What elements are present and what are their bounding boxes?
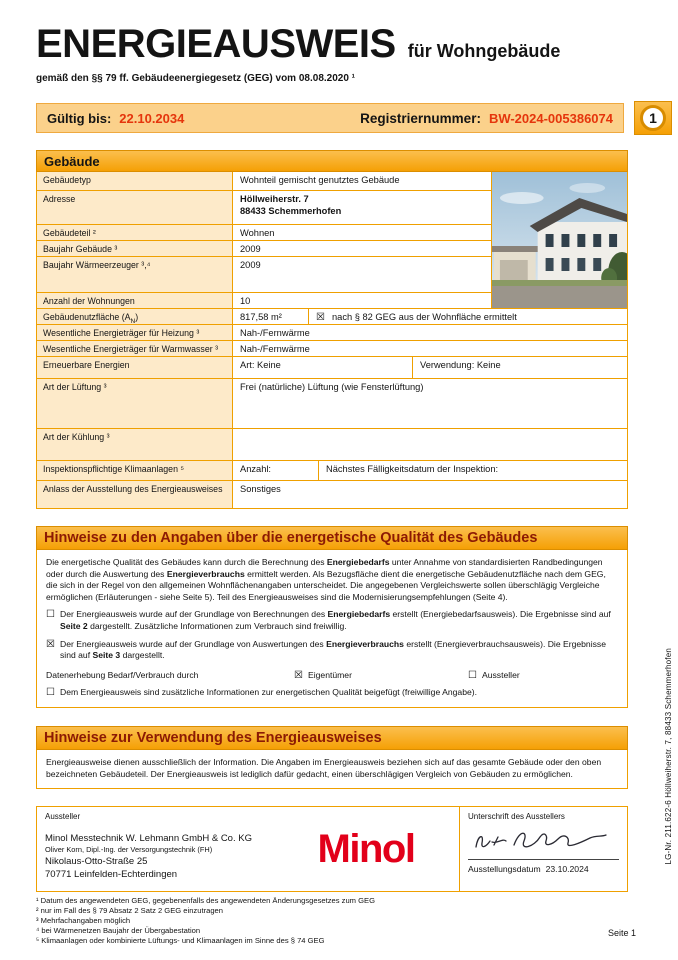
checkbox-item-text: Der Energieausweis wurde auf der Grundlage von Auswertungen des Energieverbrauchs erstellt (Energieverbrauchsausweis). Die Ergebnisse sind auf Seite 3 dargestellt. [60, 638, 606, 661]
data-collection-owner: Eigentümer [308, 669, 352, 680]
building-photo [491, 172, 627, 308]
checkbox-unchecked-icon: ☐ [46, 609, 55, 621]
checkbox-item-text: Der Energieausweis wurde auf der Grundlage von Berechnungen des Energiebedarfs erstellt (Energiebedarfsausweis). Die Ergebnisse sind auf Seite 2 dargestellt. Zusätzliche Informationen zum Verbrauch sind freiwillig. [60, 609, 611, 631]
footnote-3: ³ Mehrfachangaben möglich [36, 916, 131, 926]
row-art-der-lueftung [37, 378, 627, 428]
row-label: Anlass der Ausstellung des Energieausweises [37, 481, 233, 508]
row-label: Adresse [37, 191, 233, 224]
footnotes [36, 896, 596, 946]
law-reference: gemäß den §§ 79 ff. Gebäudeenergiegesetz (GEG) vom 08.08.2020 ¹ [36, 73, 356, 84]
title-row [36, 24, 628, 64]
row-energietraeger-heizung [37, 324, 627, 340]
row-value: 2009 [240, 260, 261, 270]
renewables-use: Verwendung: Keine [420, 360, 501, 370]
row-label: Wesentliche Energieträger für Heizung ³ [37, 325, 233, 340]
issuer-contact-person: Oliver Korn, Dipl.-Ing. der Versorgungstechnik (FH) [45, 845, 213, 854]
row-label: Gebäudetyp [37, 172, 233, 190]
issuer-street: Nikolaus-Otto-Straße 25 [45, 856, 148, 867]
row-value: Wohnteil gemischt genutztes Gebäude [240, 175, 400, 185]
checkbox-checked-icon: ☒ [46, 638, 55, 650]
issue-date-row [468, 864, 619, 874]
checkbox-checked-icon: ☒ [294, 669, 303, 681]
row-art-der-kuehlung [37, 428, 627, 460]
page-number: 1 [640, 105, 666, 131]
signature-scribble [468, 823, 618, 857]
registration-number: BW-2024-005386074 [488, 110, 613, 126]
valid-until-date: 22.10.2034 [119, 110, 185, 126]
data-collection-label: Datenerhebung Bedarf/Verbrauch durch [46, 669, 199, 680]
signature-area [459, 807, 627, 891]
row-value: 817,58 m² [233, 309, 309, 324]
footnote-1: ¹ Datum des angewendeten GEG, gegebenenfalls des angewendeten Änderungsgesetzes zum GEG [36, 896, 375, 905]
row-label: Art der Lüftung ³ [37, 379, 233, 428]
row-value: Sonstiges [240, 484, 281, 494]
checkbox-item-verbrauchsausweis [46, 639, 618, 662]
row-value: 10 [240, 296, 251, 306]
ac-count-label: Anzahl: [233, 461, 319, 480]
row-label: Baujahr Gebäude ³ [37, 241, 233, 256]
issuer-label: Aussteller [45, 812, 81, 821]
document-header [36, 24, 628, 84]
issuer-address-block [45, 812, 281, 886]
page-subtitle: für Wohngebäude [407, 41, 561, 61]
issuer-info [37, 807, 459, 891]
issue-date-value: 23.10.2024 [545, 864, 589, 874]
minol-logo: Minol [317, 826, 415, 871]
row-value: Nah-/Fernwärme [240, 344, 310, 354]
section-title-quality: Hinweise zu den Angaben über die energetische Qualität des Gebäudes [36, 526, 628, 550]
page-indicator: Seite 1 [607, 928, 636, 938]
row-label: Gebäudeteil ² [37, 225, 233, 240]
footnote-2: ² nur im Fall des § 79 Absatz 2 Satz 2 GEG einzutragen [36, 906, 223, 916]
row-label: Anzahl der Wohnungen [37, 293, 233, 308]
section-usage-notes [36, 726, 628, 789]
usage-body: Energieausweise dienen ausschließlich der Information. Die Angaben im Energieausweis beziehen sich auf das gesamte Gebäude oder den oben bezeichneten Gebäudeteil. Der Energieausweis ist lediglich dafür gedacht, einen überschlägigen Vergleich von Gebäuden zu ermöglichen. [36, 750, 628, 789]
checkbox-checked-icon: ☒ [316, 312, 325, 323]
row-label: Baujahr Wärmeerzeuger ³,⁴ [37, 257, 233, 292]
valid-until-label: Gültig bis: [47, 110, 112, 126]
row-value: 2009 [240, 244, 261, 254]
floor-area-source [309, 309, 627, 324]
row-value: Nah-/Fernwärme [240, 328, 310, 338]
row-value: Wohnen [240, 228, 275, 238]
issue-date-label: Ausstellungsdatum [468, 864, 541, 874]
section-title-usage: Hinweise zur Verwendung des Energieausweises [36, 726, 628, 750]
row-energietraeger-warmwasser [37, 340, 627, 356]
building-table [36, 172, 628, 509]
checkbox-unchecked-icon: ☐ [46, 687, 55, 699]
signature-line [468, 859, 619, 860]
checkbox-item-zusatzinfo [46, 687, 618, 699]
registration-label: Registriernummer: [360, 110, 481, 126]
row-label: Inspektionspflichtige Klimaanlagen ⁵ [37, 461, 233, 480]
validity-bar [36, 103, 624, 133]
ac-due-label: Nächstes Fälligkeitsdatum der Inspektion: [326, 464, 499, 474]
quality-body [36, 550, 628, 708]
issuer-company: Minol Messtechnik W. Lehmann GmbH & Co. KG [45, 833, 252, 844]
issuer-city: 70771 Leinfelden-Echterdingen [45, 869, 178, 880]
checkbox-item-bedarfsausweis [46, 609, 618, 632]
checkbox-item-text: Dem Energieausweis sind zusätzliche Informationen zur energetischen Qualität beigefügt (freiwillige Angabe). [60, 687, 478, 698]
signature-label: Unterschrift des Ausstellers [468, 812, 565, 821]
checkbox-unchecked-icon: ☐ [468, 669, 477, 681]
address-line2: 88433 Schemmerhofen [240, 205, 342, 216]
data-collection-issuer: Aussteller [482, 669, 520, 680]
side-reference-note: LG-Nr. 211.622-6 Höllweiherstr. 7, 88433 Schemmerhofen [664, 648, 673, 865]
section-building [36, 150, 628, 509]
footnote-4: ⁴ bei Wärmenetzen Baujahr der Übergabestation [36, 926, 201, 936]
renewables-kind: Art: Keine [233, 357, 413, 378]
row-value: Frei (natürliche) Lüftung (wie Fensterlüftung) [240, 382, 424, 392]
row-label: Gebäudenutzfläche $(A_N)$ [37, 309, 233, 324]
checkbox-label: nach § 82 GEG aus der Wohnfläche ermittelt [332, 312, 517, 322]
section-title-gebaeude: Gebäude [36, 150, 628, 172]
row-anlass [37, 480, 627, 508]
page-title: ENERGIEAUSWEIS [36, 22, 396, 66]
footnote-5: ⁵ Klimaanlagen oder kombinierte Lüftungs- und Klimaanlagen im Sinne des § 74 GEG [36, 936, 325, 946]
section-quality-notes [36, 526, 628, 708]
row-klimaanlagen [37, 460, 627, 480]
row-label: Erneuerbare Energien [37, 357, 233, 378]
row-label: Art der Kühlung ³ [37, 429, 233, 460]
row-erneuerbare-energien [37, 356, 627, 378]
quality-intro-paragraph: Die energetische Qualität des Gebäudes kann durch die Berechnung des Energiebedarfs unter Annahme von standardisierten Randbedingungen oder durch die Auswertung des Energieverbrauchs ermittelt werden. Als Bezugsfläche dient die energetische Gebäudenutzfläche nach dem GEG, die sich in der Regel von den allgemeinen Wohnflächenangaben unterscheidet. Die angegebenen Vergleichswerte sollen überschlägig Vergleiche ermöglichen (Erläuterungen - siehe Seite 5). Teil des Energieausweises sind die Modernisierungsempfehlungen (Seite 4). [46, 557, 606, 602]
data-collection-row [46, 670, 618, 682]
issuer-footer [36, 806, 628, 892]
page-number-badge [634, 101, 672, 135]
address-line1: Höllweiherstr. 7 [240, 194, 309, 204]
building-photo-graphic [492, 172, 627, 308]
row-label: Wesentliche Energieträger für Warmwasser ³ [37, 341, 233, 356]
issuer-signature [468, 823, 619, 857]
row-value [233, 429, 627, 460]
row-gebaeudenutzflaeche [37, 308, 627, 324]
